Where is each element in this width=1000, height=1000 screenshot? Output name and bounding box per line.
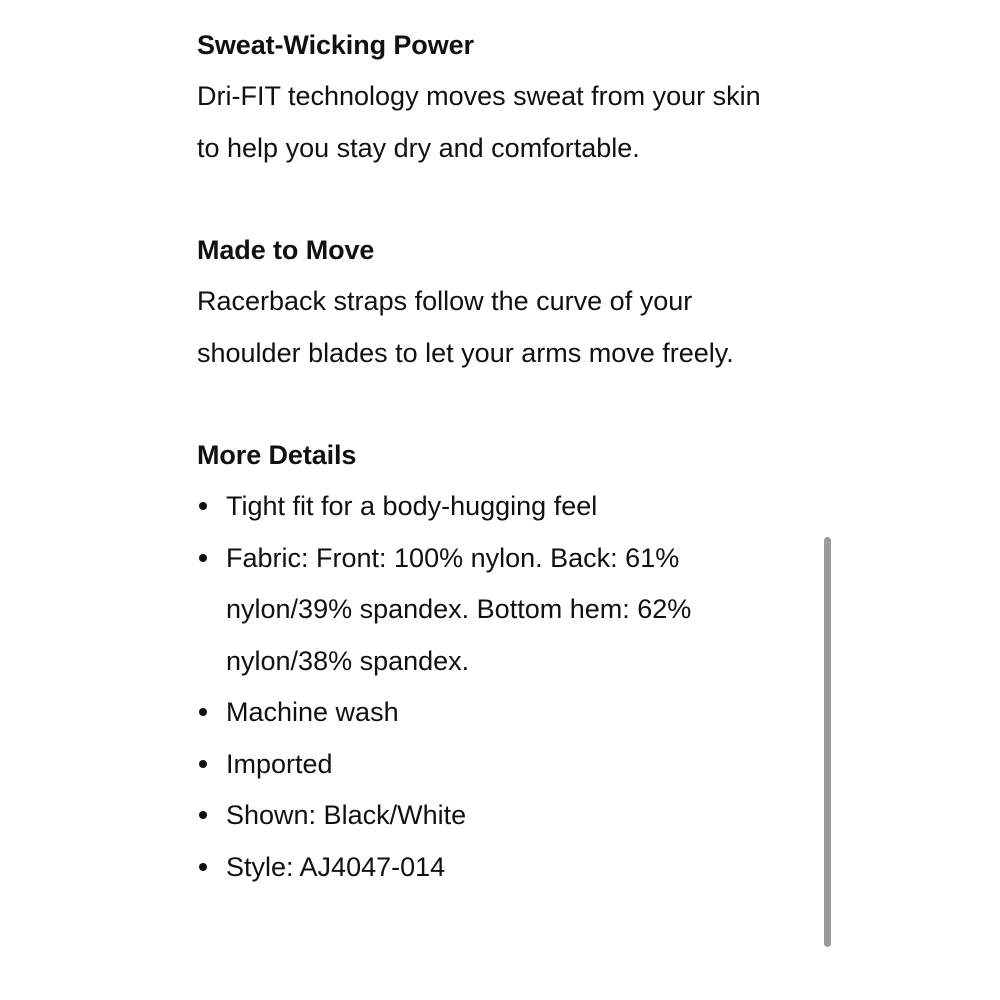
vertical-scrollbar[interactable] (824, 537, 831, 947)
list-item-text: Tight fit for a body-hugging feel (226, 491, 598, 521)
list-item-text: Machine wash (226, 697, 399, 727)
made-to-move-section (197, 225, 787, 379)
more-details-section (197, 430, 787, 893)
section-body: Dri-FIT technology moves sweat from your skin to help you stay dry and comfortable. (197, 81, 761, 163)
section-heading: More Details (197, 440, 357, 470)
sweat-wicking-section (197, 20, 787, 174)
list-item (197, 481, 758, 533)
details-list (197, 481, 787, 893)
list-item (197, 739, 758, 791)
list-item (197, 687, 758, 739)
list-item (197, 842, 758, 894)
list-item (197, 790, 758, 842)
bullet-icon (199, 760, 207, 768)
product-description (197, 20, 787, 893)
list-item-text: Shown: Black/White (226, 800, 467, 830)
section-body: Racerback straps follow the curve of your shoulder blades to let your arms move freely. (197, 286, 734, 368)
bullet-icon (199, 811, 207, 819)
bullet-icon (199, 554, 207, 562)
list-item-text: Imported (226, 748, 333, 779)
bullet-icon (199, 863, 207, 871)
section-heading: Made to Move (197, 235, 375, 265)
list-item-text: Style: AJ4047-014 (226, 851, 446, 882)
list-item-text: Fabric: Front: 100% nylon. Back: 61% nylon/39% spandex. Bottom hem: 62% nylon/38% spandex. (226, 542, 692, 676)
bullet-icon (199, 708, 207, 716)
bullet-icon (199, 502, 207, 510)
section-heading: Sweat-Wicking Power (197, 30, 474, 60)
list-item (197, 533, 758, 688)
